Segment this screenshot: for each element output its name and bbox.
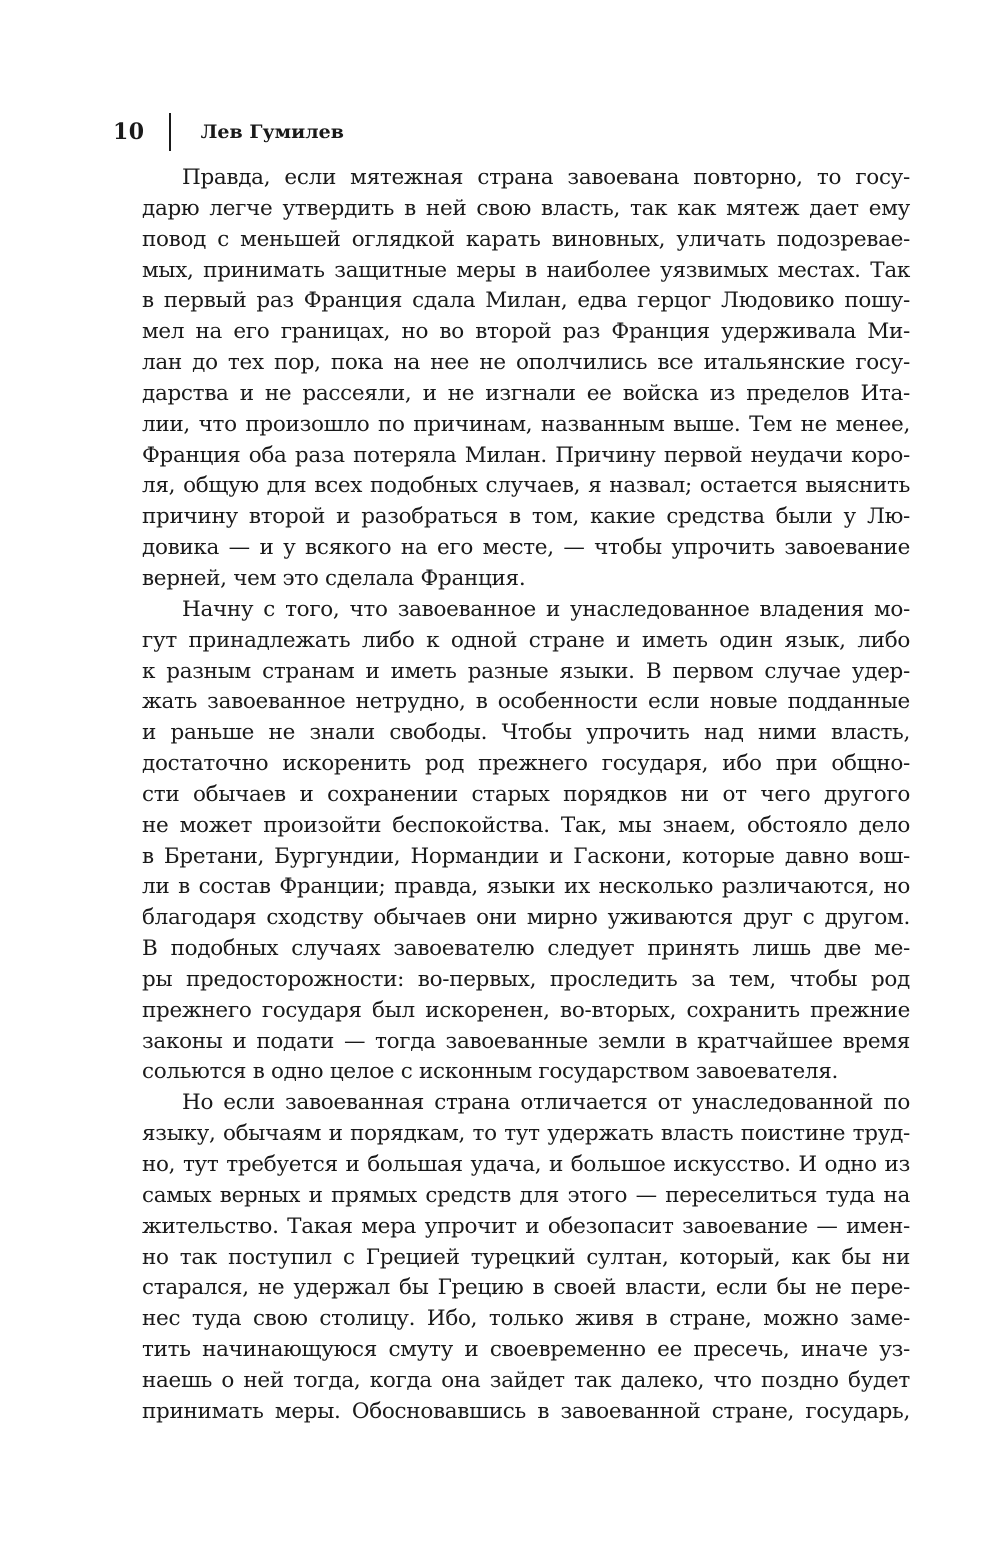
text-line: лан до тех пор, пока на нее не ополчились все итальянские госу- [142,350,910,376]
text-line: лии, что произошло по причинам, названным выше. Тем не менее, [142,411,910,437]
text-line: Правда, если мятежная страна завоевана повторно, то госу- [182,165,910,190]
text-line: Но если завоеванная страна отличается от унаследованной по [182,1090,910,1116]
text-line: и раньше не знали свободы. Чтобы упрочить над ними власть, [142,720,910,746]
text-line: ля, общую для всех подобных случаев, я назвал; остается выяснить [142,473,910,499]
text-line: дарства и не рассеяли, и не изгнали ее войска из пределов Ита- [142,380,910,406]
text-line: тить начинающуюся смуту и своевременно ее пресечь, иначе уз- [142,1337,910,1363]
text-line: Начну с того, что завоеванное и унаследованное владения мо- [182,596,910,622]
text-line: сти обычаев и сохранении старых порядков ни от чего другого [142,781,910,807]
text-line: в первый раз Франция сдала Милан, едва герцог Людовико пошу- [142,288,910,314]
text-line: в Бретани, Бургундии, Нормандии и Гаскони, которые давно вош- [142,843,910,869]
text-line: наешь о ней тогда, когда она зайдет так далеко, что поздно будет [142,1367,910,1393]
header-divider [169,113,171,151]
text-line: сольются в одно целое с исконным государством завоевателя. [142,1059,839,1085]
running-head [113,112,344,152]
text-line: благодаря сходству обычаев они мирно уживаются друг с другом. [142,905,910,931]
text-line: самых верных и прямых средств для этого — переселиться туда на [142,1182,910,1208]
page-number: 10 [113,119,145,145]
text-line: не может произойти беспокойства. Так, мы знаем, обстояло дело [142,812,910,838]
text-line: нес туда свою столицу. Ибо, только живя в стране, можно заме- [142,1306,910,1332]
text-line: ры предосторожности: во-первых, проследить за тем, чтобы род [142,966,910,992]
text-line: мых, принимать защитные меры в наиболее уязвимых местах. Так [142,257,910,283]
text-line: но, тут требуется и большая удача, и большое искусство. И одно из [142,1152,910,1177]
text-line: гут принадлежать либо к одной стране и иметь один язык, либо [142,627,910,653]
paragraph [142,1088,910,1427]
text-line: ли в состав Франции; правда, языки их несколько различаются, но [142,874,910,900]
text-line: повод с меньшей оглядкой карать виновных, уличать подозревае- [142,226,910,252]
text-line: но так поступил с Грецией турецкий султан, который, как бы ни [142,1244,910,1270]
text-line: довика — и у всякого на его месте, — чтобы упрочить завоевание [142,535,910,561]
text-line: достаточно искоренить род прежнего государя, ибо при общно- [142,751,910,777]
text-line: причину второй и разобраться в том, какие средства были у Лю- [142,504,910,530]
text-line: жительство. Такая мера упрочит и обезопасит завоевание — имен- [142,1213,910,1239]
text-line: к разным странам и иметь разные языки. В первом случае удер- [142,658,910,684]
text-line: мел на его границах, но во второй раз Франция удерживала Ми- [142,319,910,345]
paragraph [142,595,910,1089]
paragraph [142,163,910,595]
text-line: верней, чем это сделала Франция. [142,565,526,591]
author-name: Лев Гумилев [200,121,344,143]
text-line: принимать меры. Обосновавшись в завоеванной стране, государь, [142,1398,910,1424]
text-line: старался, не удержал бы Грецию в своей власти, если бы не пере- [142,1275,910,1301]
text-line: законы и подати — тогда завоеванные земли в кратчайшее время [142,1028,910,1054]
body-text [142,163,910,1428]
text-line: Франция оба раза потеряла Милан. Причину первой неудачи коро- [142,442,910,468]
text-line: жать завоеванное нетрудно, в особенности если новые подданные [142,689,910,715]
text-line: В подобных случаях завоевателю следует принять лишь две ме- [142,936,910,962]
text-line: прежнего государя был искоренен, во-вторых, сохранить прежние [142,997,910,1023]
text-line: языку, обычаям и порядкам, то тут удержать власть поистине труд- [142,1121,910,1147]
text-line: дарю легче утвердить в ней свою власть, так как мятеж дает ему [142,195,910,221]
